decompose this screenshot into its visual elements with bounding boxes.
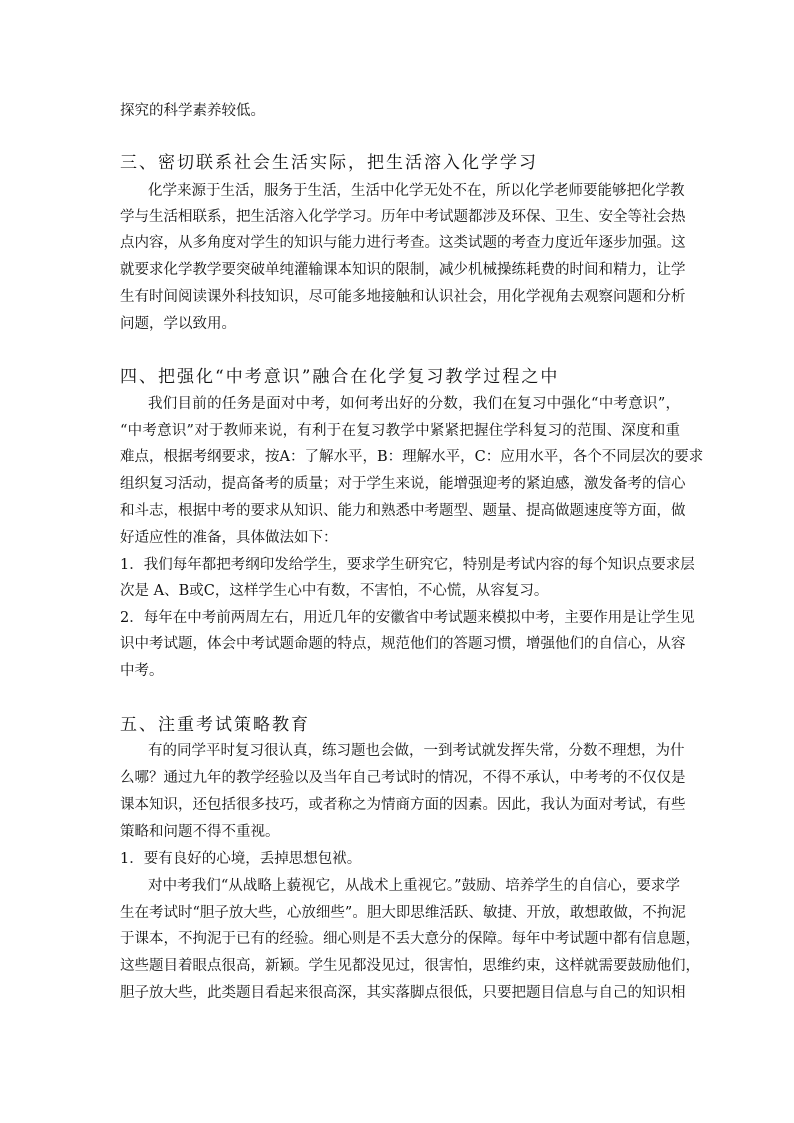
paragraph-line: 有的同学平时复习很认真，练习题也会做，一到考试就发挥失常，分数不理想，为什 bbox=[148, 743, 685, 759]
paragraph-line: 探究的科学素养较低。 bbox=[120, 103, 265, 119]
paragraph-line: 学与生活相联系，把生活溶入化学学习。历年中考试题都涉及环保、卫生、安全等社会热 bbox=[120, 209, 686, 225]
paragraph-line: 对中考我们“从战略上藐视它，从战术上重视它。”鼓励、培养学生的自信心，要求学 bbox=[148, 878, 680, 894]
paragraph-line: 于课本，不拘泥于已有的经验。细心则是不丢大意分的保障。每年中考试题中都有信息题， bbox=[120, 931, 700, 947]
list-item-2-line: 中考。 bbox=[120, 663, 164, 679]
paragraph-line: 策略和问题不得不重视。 bbox=[120, 824, 280, 840]
paragraph-line: 好适应性的准备，具体做法如下： bbox=[120, 530, 338, 546]
section-3-heading: 三、密切联系社会生活实际，把生活溶入化学学习 bbox=[120, 153, 538, 173]
paragraph-line: 和斗志，根据中考的要求从知识、能力和熟悉中考题型、题量、提高做题速度等方面，做 bbox=[120, 503, 686, 519]
paragraph-line: 点内容，从多角度对学生的知识与能力进行考查。这类试题的考查力度近年逐步加强。这 bbox=[120, 235, 686, 251]
section-4-heading: 四、把强化“中考意识”融合在化学复习教学过程之中 bbox=[120, 367, 560, 387]
paragraph-line: “中考意识”对于教师来说，有利于在复习教学中紧紧把握住学科复习的范围、深度和重 bbox=[120, 423, 680, 439]
paragraph-line: 我们目前的任务是面对中考，如何考出好的分数，我们在复习中强化“中考意识”， bbox=[148, 396, 680, 412]
paragraph-line: 就要求化学教学要突破单纯灌输课本知识的限制，减少机械操练耗费的时间和精力，让学 bbox=[120, 262, 686, 278]
paragraph-line: 课本知识，还包括很多技巧，或者称之为情商方面的因素。因此，我认为面对考试，有些 bbox=[120, 797, 686, 813]
list-item-2-line: 2．每年在中考前两周左右，用近几年的安徽省中考试题来模拟中考，主要作用是让学生见 bbox=[120, 610, 695, 626]
list-item-1-line: 次是 A、B或C，这样学生心中有数，不害怕，不心慌，从容复习。 bbox=[120, 583, 549, 599]
paragraph-line: 这些题目着眼点很高，新颖。学生见都没见过，很害怕，思维约束，这样就需要鼓励他们， bbox=[120, 958, 700, 974]
paragraph-line: 难点，根据考纲要求，按A：了解水平，B：理解水平，C：应用水平，各个不同层次的要求 bbox=[120, 449, 704, 465]
list-item-1-line: 1．我们每年都把考纲印发给学生，要求学生研究它，特别是考试内容的每个知识点要求层 bbox=[120, 557, 695, 573]
paragraph-line: 问题，学以致用。 bbox=[120, 316, 236, 332]
paragraph-line: 么哪？通过九年的教学经验以及当年自己考试时的情况，不得不承认，中考考的不仅仅是 bbox=[120, 770, 686, 786]
list-item-1-heading: 1．要有良好的心境，丢掉思想包袱。 bbox=[120, 851, 362, 867]
paragraph-line: 胆子放大些，此类题目看起来很高深，其实落脚点很低，只要把题目信息与自己的知识相 bbox=[120, 985, 686, 1001]
paragraph-line: 生有时间阅读课外科技知识，尽可能多地接触和认识社会，用化学视角去观察问题和分析 bbox=[120, 289, 686, 305]
section-5-heading: 五、注重考试策略教育 bbox=[120, 715, 310, 735]
paragraph-line: 生在考试时“胆子放大些，心放细些”。胆大即思维活跃、敏捷、开放，敢想敢做，不拘泥 bbox=[120, 905, 686, 921]
list-item-2-line: 识中考试题，体会中考试题命题的特点，规范他们的答题习惯，增强他们的自信心，从容 bbox=[120, 636, 686, 652]
paragraph-line: 化学来源于生活，服务于生活，生活中化学无处不在，所以化学老师要能够把化学教 bbox=[148, 183, 685, 199]
paragraph-line: 组织复习活动，提高备考的质量；对于学生来说，能增强迎考的紧迫感，激发备考的信心 bbox=[120, 476, 686, 492]
